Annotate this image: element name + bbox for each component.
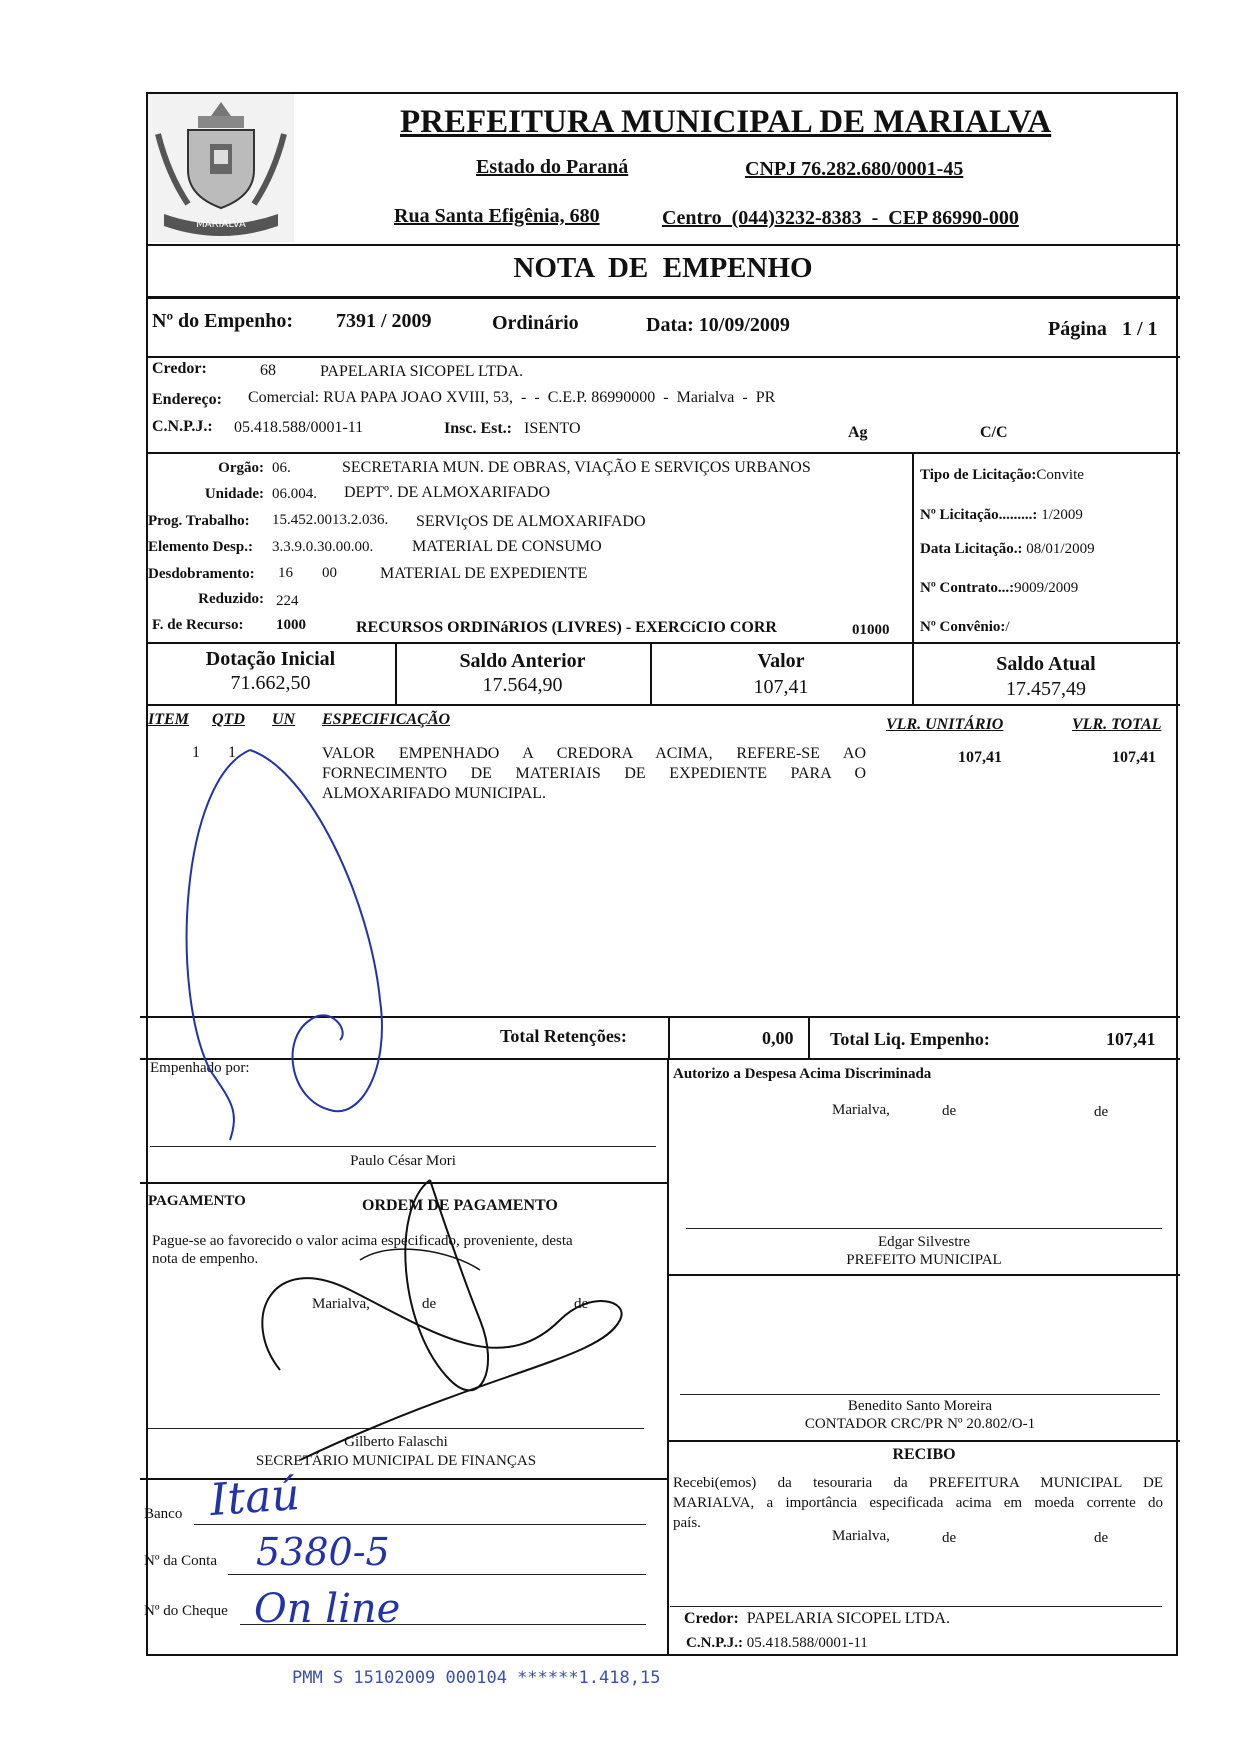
autorizo-de-2: de <box>1094 1104 1109 1120</box>
contador-role: CONTADOR CRC/PR Nº 20.802/O-1 <box>804 1416 1036 1432</box>
recibo-text-1: Recebi(emos) da tesouraria da PREFEITURA MUNICIPAL DE <box>673 1475 1163 1491</box>
col-valor-unitario: VLR. UNITÁRIO <box>886 716 1004 733</box>
pagamento-de-2: de <box>574 1296 589 1312</box>
agency-label: Ag <box>848 424 868 441</box>
credor-cnpj-label: C.N.P.J.: <box>152 418 213 435</box>
address-label: Endereço: <box>152 391 222 408</box>
ie-label: Insc. Est.: <box>444 420 513 437</box>
empenhado-por-name: Paulo César Mori <box>350 1153 456 1169</box>
recibo-cnpj-value: 05.418.588/0001-11 <box>746 1635 868 1651</box>
data-licitacao <box>920 541 1095 558</box>
recibo-city: Marialva, <box>832 1528 890 1544</box>
col-un: UN <box>272 711 296 728</box>
recurso-label: F. de Recurso: <box>152 617 244 633</box>
numero-contrato-label: Nº Contrato...: <box>920 580 1015 596</box>
ordem-pagamento-label: ORDEM DE PAGAMENTO <box>362 1197 558 1214</box>
street-address: Rua Santa Efigênia, 680 <box>394 205 600 227</box>
prog-name: SERVIçOS DE ALMOXARIFADO <box>416 513 646 530</box>
recibo-credor-value: PAPELARIA SICOPEL LTDA. <box>746 1610 950 1627</box>
page-number: 1 / 1 <box>1122 318 1158 340</box>
row-qtd: 1 <box>228 744 236 761</box>
conta-handwritten: 5380-5 <box>256 1530 390 1574</box>
recurso-extra-code: 01000 <box>852 622 890 638</box>
credor-code: 68 <box>260 362 276 379</box>
tipo-licitacao <box>920 467 1084 484</box>
recurso-code: 1000 <box>276 617 306 633</box>
total-retencoes-label: Total Retenções: <box>500 1026 627 1046</box>
row-spec-line-2: FORNECIMENTO DE MATERIAIS DE EXPEDIENTE PARA O <box>322 765 866 782</box>
municipality-cnpj: CNPJ 76.282.680/0001-45 <box>745 158 964 180</box>
credor-label: Credor: <box>152 360 207 377</box>
crest-label: MARIALVA <box>196 219 246 230</box>
district-phone-cep: Centro (044)3232-8383 - CEP 86990-000 <box>662 207 1019 229</box>
col-item: ITEM <box>148 711 189 728</box>
desdobramento-sub: 00 <box>322 565 337 581</box>
banco-label: Banco <box>144 1506 183 1522</box>
reduzido-value: 224 <box>276 593 299 609</box>
payment-stamp: PMM S 15102009 000104 ******1.418,15 <box>292 1668 661 1688</box>
row-item: 1 <box>192 744 200 761</box>
empenho-number-label: Nº do Empenho: <box>152 310 294 332</box>
row-spec-line-1: VALOR EMPENHADO A CREDORA ACIMA, REFERE-SE AO <box>322 745 866 762</box>
recibo-de-2: de <box>1094 1530 1109 1546</box>
orgao-label: Orgão: <box>218 460 264 476</box>
unidade-code: 06.004. <box>272 486 317 502</box>
empenho-number: 7391 / 2009 <box>336 310 432 332</box>
state-label: Estado do Paraná <box>476 156 629 178</box>
credor-address: Comercial: RUA PAPA JOAO XVIII, 53, - - C.E.P. 86990000 - Marialva - PR <box>248 389 776 406</box>
reduzido-label: Reduzido: <box>198 591 264 607</box>
total-retencoes-value: 0,00 <box>762 1028 794 1048</box>
desdobramento-name: MATERIAL DE EXPEDIENTE <box>380 565 588 582</box>
pagamento-text-1: Pague-se ao favorecido o valor acima especificado, proveniente, desta <box>152 1233 573 1249</box>
prog-label: Prog. Trabalho: <box>148 513 250 529</box>
numero-licitacao-label: Nº Licitação.........: <box>920 507 1038 523</box>
total-liquido-value: 107,41 <box>1106 1029 1156 1049</box>
dotacao-label: Dotação Inicial <box>205 648 336 670</box>
prefeito-name: Edgar Silvestre <box>877 1234 971 1250</box>
row-valor-unitario: 107,41 <box>958 749 1002 766</box>
elemento-name: MATERIAL DE CONSUMO <box>412 538 602 555</box>
recibo-de-1: de <box>942 1530 957 1546</box>
saldo-atual-value: 17.457,49 <box>1006 678 1086 700</box>
recibo-cnpj-label: C.N.P.J.: <box>686 1635 743 1651</box>
pagamento-text-2: nota de empenho. <box>152 1251 259 1267</box>
autorizo-label: Autorizo a Despesa Acima Discriminada <box>673 1066 932 1082</box>
account-label: C/C <box>980 424 1008 441</box>
saldo-anterior-value: 17.564,90 <box>482 674 563 696</box>
autorizo-de-1: de <box>942 1103 957 1119</box>
municipality-title: PREFEITURA MUNICIPAL DE MARIALVA <box>400 104 1052 140</box>
dotacao-value: 71.662,50 <box>230 672 311 694</box>
saldo-atual-label: Saldo Atual <box>996 653 1096 675</box>
saldo-anterior-label: Saldo Anterior <box>459 650 586 672</box>
orgao-name: SECRETARIA MUN. DE OBRAS, VIAÇÃO E SERVIÇOS URBANOS <box>342 459 811 476</box>
pagamento-city: Marialva, <box>312 1296 370 1312</box>
recibo-text-2: MARIALVA, a importância especificada acima em moeda corrente do <box>673 1495 1163 1511</box>
tipo-licitacao-value: Convite <box>1036 467 1084 483</box>
coat-of-arms-icon <box>148 94 294 242</box>
cheque-handwritten: On line <box>254 1586 401 1632</box>
valor-label: Valor <box>757 650 805 672</box>
total-liquido-label: Total Liq. Empenho: <box>830 1029 990 1049</box>
recibo-title: RECIBO <box>892 1446 956 1463</box>
unidade-name: DEPTº. DE ALMOXARIFADO <box>344 484 550 501</box>
cheque-label: Nº do Cheque <box>144 1603 228 1619</box>
orgao-code: 06. <box>272 460 291 476</box>
recurso-name: RECURSOS ORDINáRIOS (LIVRES) - EXERCíCIO CORR <box>356 619 777 636</box>
empenho-type: Ordinário <box>492 312 579 334</box>
row-valor-total: 107,41 <box>1112 749 1156 766</box>
unidade-label: Unidade: <box>204 486 264 502</box>
col-valor-total: VLR. TOTAL <box>1072 716 1162 733</box>
elemento-label: Elemento Desp.: <box>148 539 253 555</box>
recibo-credor <box>684 1610 950 1628</box>
recibo-cnpj <box>686 1635 868 1652</box>
page-label: Página <box>1048 318 1107 340</box>
pagamento-de-1: de <box>422 1296 437 1312</box>
numero-convenio <box>920 619 1010 636</box>
data-licitacao-value: 08/01/2009 <box>1026 541 1095 557</box>
prefeito-role: PREFEITO MUNICIPAL <box>846 1252 1002 1268</box>
document-title: NOTA DE EMPENHO <box>513 252 813 284</box>
col-especificacao: ESPECIFICAÇÃO <box>322 711 451 728</box>
banco-handwritten: Itaú <box>208 1468 302 1527</box>
numero-convenio-label: Nº Convênio: <box>920 619 1006 635</box>
elemento-code: 3.3.9.0.30.00.00. <box>272 539 374 555</box>
desdobramento-code: 16 <box>278 565 293 581</box>
tipo-licitacao-label: Tipo de Licitação: <box>920 467 1037 483</box>
valor-value: 107,41 <box>753 676 809 698</box>
numero-licitacao-value: 1/2009 <box>1041 507 1083 523</box>
credor-cnpj: 05.418.588/0001-11 <box>234 419 364 436</box>
empenhado-por-label: Empenhado por: <box>150 1060 250 1076</box>
recibo-text-3: país. <box>673 1515 701 1531</box>
numero-contrato <box>920 580 1078 597</box>
ie-value: ISENTO <box>524 420 581 437</box>
recibo-credor-label: Credor: <box>684 1610 739 1627</box>
numero-convenio-value: / <box>1005 619 1010 635</box>
col-qtd: QTD <box>212 711 245 728</box>
credor-name: PAPELARIA SICOPEL LTDA. <box>320 363 524 380</box>
row-spec-line-3: ALMOXARIFADO MUNICIPAL. <box>322 785 547 802</box>
secretario-name: Gilberto Falaschi <box>344 1434 448 1450</box>
autorizo-city: Marialva, <box>832 1102 890 1118</box>
desdobramento-label: Desdobramento: <box>148 566 255 582</box>
prog-code: 15.452.0013.2.036. <box>272 512 389 528</box>
pagamento-label: PAGAMENTO <box>148 1193 246 1209</box>
numero-contrato-value: 9009/2009 <box>1014 580 1079 596</box>
numero-licitacao <box>920 507 1083 524</box>
data-licitacao-label: Data Licitação.: <box>920 541 1023 557</box>
conta-label: Nº da Conta <box>144 1553 217 1569</box>
secretario-role: SECRETÁRIO MUNICIPAL DE FINANÇAS <box>255 1453 537 1469</box>
contador-name: Benedito Santo Moreira <box>847 1398 993 1414</box>
empenho-date: Data: 10/09/2009 <box>646 314 790 336</box>
